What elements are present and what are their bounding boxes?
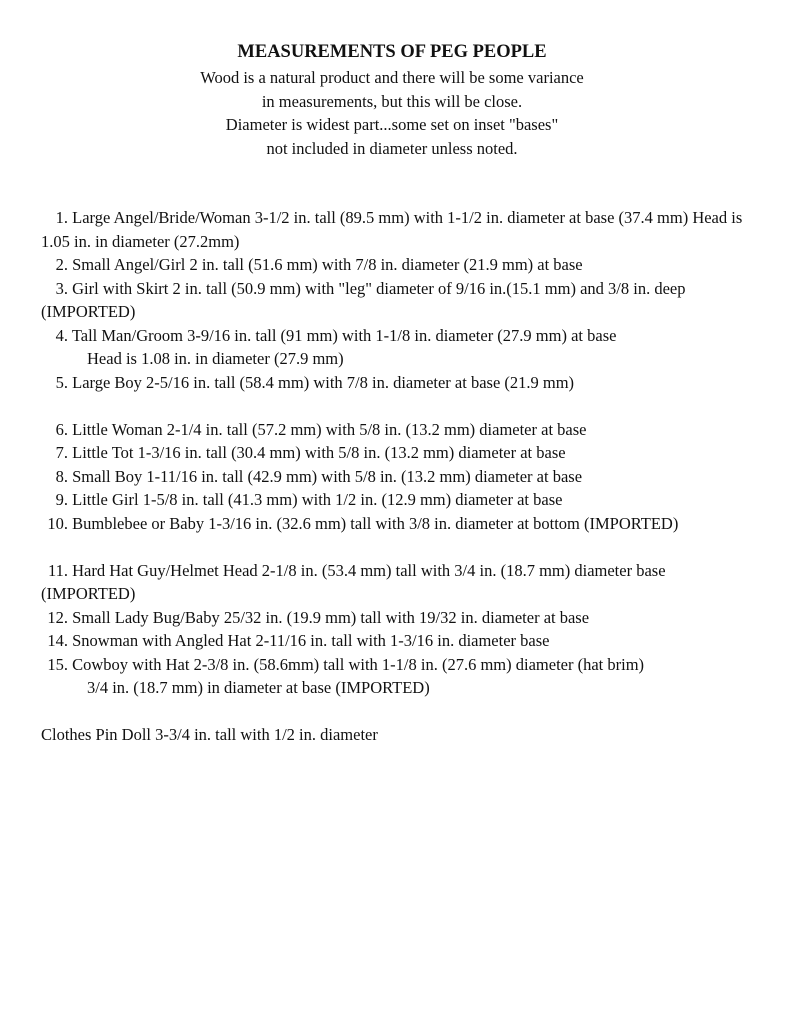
item-number: 6. <box>55 419 68 439</box>
item-number: 3. <box>55 278 68 298</box>
item-number: 9. <box>55 490 68 509</box>
list-item <box>41 512 761 536</box>
spacer <box>41 535 761 559</box>
item-number: 11. <box>47 560 68 580</box>
item-number: 4. <box>55 325 68 345</box>
list-item <box>41 488 761 512</box>
list-item <box>41 441 761 465</box>
intro-line: not included in diameter unless noted. <box>266 138 518 158</box>
item-number: 5. <box>55 372 68 392</box>
item-number: 15. <box>47 654 68 674</box>
spacer <box>41 394 761 418</box>
item-text: Girl with Skirt 2 in. tall (50.9 mm) with "leg" diameter of 9/16 in.(15.1 mm) and 3/8 in. deep (IMPORTED) <box>41 278 686 321</box>
item-text: Small Angel/Girl 2 in. tall (51.6 mm) with 7/8 in. diameter (21.9 mm) at base <box>72 255 583 274</box>
page-title: MEASUREMENTS OF PEG PEOPLE <box>237 42 547 62</box>
item-text: Small Boy 1-11/16 in. tall (42.9 mm) with 5/8 in. (13.2 mm) diameter at base <box>72 466 583 486</box>
item-text: Bumblebee or Baby 1-3/16 in. (32.6 mm) tall with 3/8 in. diameter at bottom (IMPORTED) <box>72 513 679 533</box>
list-item <box>41 253 761 277</box>
intro-line: Diameter is widest part...some set on inset "bases" <box>225 115 559 134</box>
intro-line: in measurements, but this will be close. <box>261 91 523 111</box>
list-item <box>41 324 761 348</box>
item-number: 14. <box>47 631 68 650</box>
list-item <box>41 277 761 324</box>
item-text: Large Angel/Bride/Woman 3-1/2 in. tall (89.5 mm) with 1-1/2 in. diameter at base (37.4 mm) Head is 1.05 in. in diameter (27.2mm) <box>41 208 743 251</box>
list-item <box>41 606 761 630</box>
list-item <box>41 629 761 653</box>
item-text: Small Lady Bug/Baby 25/32 in. (19.9 mm) tall with 19/32 in. diameter at base <box>72 607 590 627</box>
list-item <box>41 559 761 606</box>
item-text: Hard Hat Guy/Helmet Head 2-1/8 in. (53.4 mm) tall with 3/4 in. (18.7 mm) diameter base (IMPORTED) <box>41 560 666 603</box>
spacer <box>41 700 761 724</box>
item-text: Little Girl 1-5/8 in. tall (41.3 mm) with 1/2 in. (12.9 mm) diameter at base <box>72 490 563 509</box>
item-text: Cowboy with Hat 2-3/8 in. (58.6mm) tall with 1-1/8 in. (27.6 mm) diameter (hat brim) <box>72 654 645 674</box>
intro-line: Wood is a natural product and there will be some variance <box>200 68 584 87</box>
measurement-list <box>41 206 761 747</box>
item-number: 8. <box>55 466 68 486</box>
item-number: 7. <box>55 443 68 462</box>
list-item <box>41 653 761 677</box>
list-item <box>41 371 761 395</box>
item-continuation: Head is 1.08 in. in diameter (27.9 mm) <box>87 349 344 368</box>
list-item <box>41 206 761 253</box>
item-number: 1. <box>55 208 68 227</box>
footer-note: Clothes Pin Doll 3-3/4 in. tall with 1/2 in. diameter <box>41 725 378 744</box>
item-text: Snowman with Angled Hat 2-11/16 in. tall with 1-3/16 in. diameter base <box>72 631 550 650</box>
list-item <box>41 465 761 489</box>
list-item <box>41 418 761 442</box>
item-text: Little Woman 2-1/4 in. tall (57.2 mm) with 5/8 in. (13.2 mm) diameter at base <box>72 419 587 439</box>
item-text: Little Tot 1-3/16 in. tall (30.4 mm) with 5/8 in. (13.2 mm) diameter at base <box>72 443 566 462</box>
item-continuation: 3/4 in. (18.7 mm) in diameter at base (IMPORTED) <box>87 678 430 697</box>
intro-note <box>0 66 784 160</box>
item-text: Large Boy 2-5/16 in. tall (58.4 mm) with 7/8 in. diameter at base (21.9 mm) <box>72 372 575 392</box>
item-number: 10. <box>47 513 68 533</box>
item-text: Tall Man/Groom 3-9/16 in. tall (91 mm) with 1-1/8 in. diameter (27.9 mm) at base <box>71 325 617 345</box>
item-number: 12. <box>47 607 68 627</box>
item-number: 2. <box>55 255 68 274</box>
